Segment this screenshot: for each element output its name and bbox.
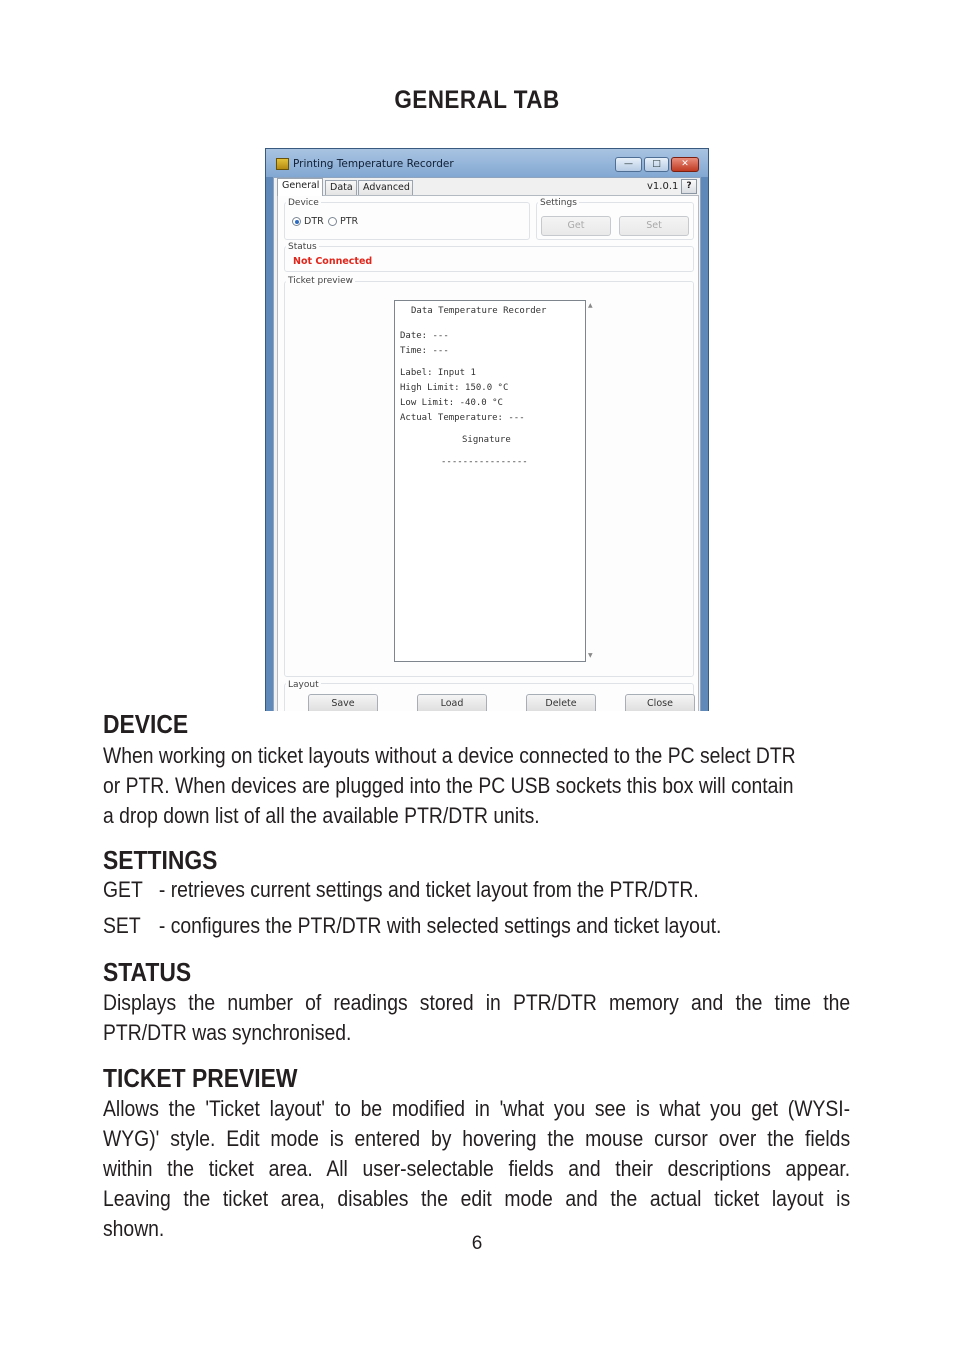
ticket-line: Time: --- — [400, 346, 449, 356]
app-icon — [276, 158, 289, 170]
set-description — [103, 913, 721, 939]
status-value: Not Connected — [293, 256, 373, 267]
paragraph-line: When working on ticket layouts without a device connected to the PC select DTR — [103, 743, 796, 768]
window-client — [273, 177, 701, 711]
ptr-radio-label: PTR — [340, 216, 359, 227]
maximize-icon[interactable]: □ — [644, 157, 669, 172]
get-key: GET — [103, 877, 143, 902]
app-window — [265, 148, 709, 711]
ptr-radio[interactable] — [328, 217, 337, 226]
dtr-radio[interactable] — [292, 217, 301, 226]
ticket-preview-label: Ticket preview — [288, 276, 353, 286]
ticket-line: Data Temperature Recorder — [411, 306, 547, 316]
set-button[interactable]: Set — [619, 216, 689, 236]
paragraph-line: PTR/DTR was synchronised. — [103, 1020, 352, 1045]
status-heading: STATUS — [103, 957, 192, 987]
dtr-radio-label: DTR — [304, 216, 324, 227]
save-button[interactable]: Save — [308, 694, 378, 711]
get-button[interactable]: Get — [541, 216, 611, 236]
device-paragraph — [103, 741, 850, 831]
tab-advanced[interactable]: Advanced — [358, 180, 413, 196]
paragraph-line: WYG)' style. Edit mode is entered by hovering the mouse cursor over the fields — [103, 1126, 851, 1151]
set-text: - configures the PTR/DTR with selected settings and ticket layout. — [158, 913, 722, 938]
scroll-down-icon[interactable]: ▼ — [588, 652, 593, 659]
paragraph-line: Allows the 'Ticket layout' to be modified in 'what you see is what you get (WYSI- — [103, 1096, 851, 1121]
settings-label: Settings — [540, 198, 577, 208]
device-label: Device — [288, 198, 319, 208]
close-button[interactable]: Close — [625, 694, 695, 711]
paragraph-line: within the ticket area. All user-selectable fields and their descriptions appear. — [103, 1156, 851, 1181]
status-label: Status — [288, 242, 317, 252]
ticket-line: ---------------- — [441, 457, 528, 467]
paragraph-line: Leaving the ticket area, disables the edit mode and the actual ticket layout is — [103, 1186, 851, 1211]
get-description — [103, 877, 699, 903]
delete-button[interactable]: Delete — [526, 694, 596, 711]
page-title: GENERAL TAB — [394, 86, 560, 114]
title-bar — [266, 149, 708, 177]
set-key: SET — [103, 913, 141, 938]
version-label: v1.0.1 — [647, 181, 679, 192]
ticket-preview-paragraph — [103, 1094, 850, 1244]
load-button[interactable]: Load — [417, 694, 487, 711]
paragraph-line: a drop down list of all the available PTR/DTR units. — [103, 803, 540, 828]
tab-data[interactable]: Data — [325, 180, 357, 196]
status-paragraph — [103, 988, 850, 1048]
ticket-preview-heading: TICKET PREVIEW — [103, 1063, 298, 1093]
ticket-preview-area[interactable] — [394, 300, 586, 662]
window-title: Printing Temperature Recorder — [293, 158, 454, 170]
ticket-line: Signature — [462, 435, 511, 445]
ticket-line: Low Limit: -40.0 °C — [400, 398, 503, 408]
ticket-line: Label: Input 1 — [400, 368, 476, 378]
tab-general[interactable]: General — [277, 178, 323, 196]
close-icon[interactable]: ✕ — [671, 157, 699, 172]
paragraph-line: or PTR. When devices are plugged into the PC USB sockets this box will contain — [103, 773, 794, 798]
scroll-up-icon[interactable]: ▲ — [588, 302, 593, 309]
page-number: 6 — [471, 1233, 483, 1254]
device-heading: DEVICE — [103, 709, 189, 739]
ticket-line: High Limit: 150.0 °C — [400, 383, 509, 393]
settings-heading: SETTINGS — [103, 845, 218, 875]
ticket-line: Actual Temperature: --- — [400, 413, 525, 423]
ticket-line: Date: --- — [400, 331, 449, 341]
layout-label: Layout — [288, 680, 319, 690]
minimize-icon[interactable]: — — [615, 157, 642, 172]
get-text: - retrieves current settings and ticket layout from the PTR/DTR. — [158, 877, 699, 902]
paragraph-line: Displays the number of readings stored in PTR/DTR memory and the time the — [103, 990, 851, 1015]
help-button[interactable]: ? — [681, 179, 697, 194]
paragraph-line: shown. — [103, 1216, 165, 1241]
general-tab-panel — [277, 195, 699, 711]
